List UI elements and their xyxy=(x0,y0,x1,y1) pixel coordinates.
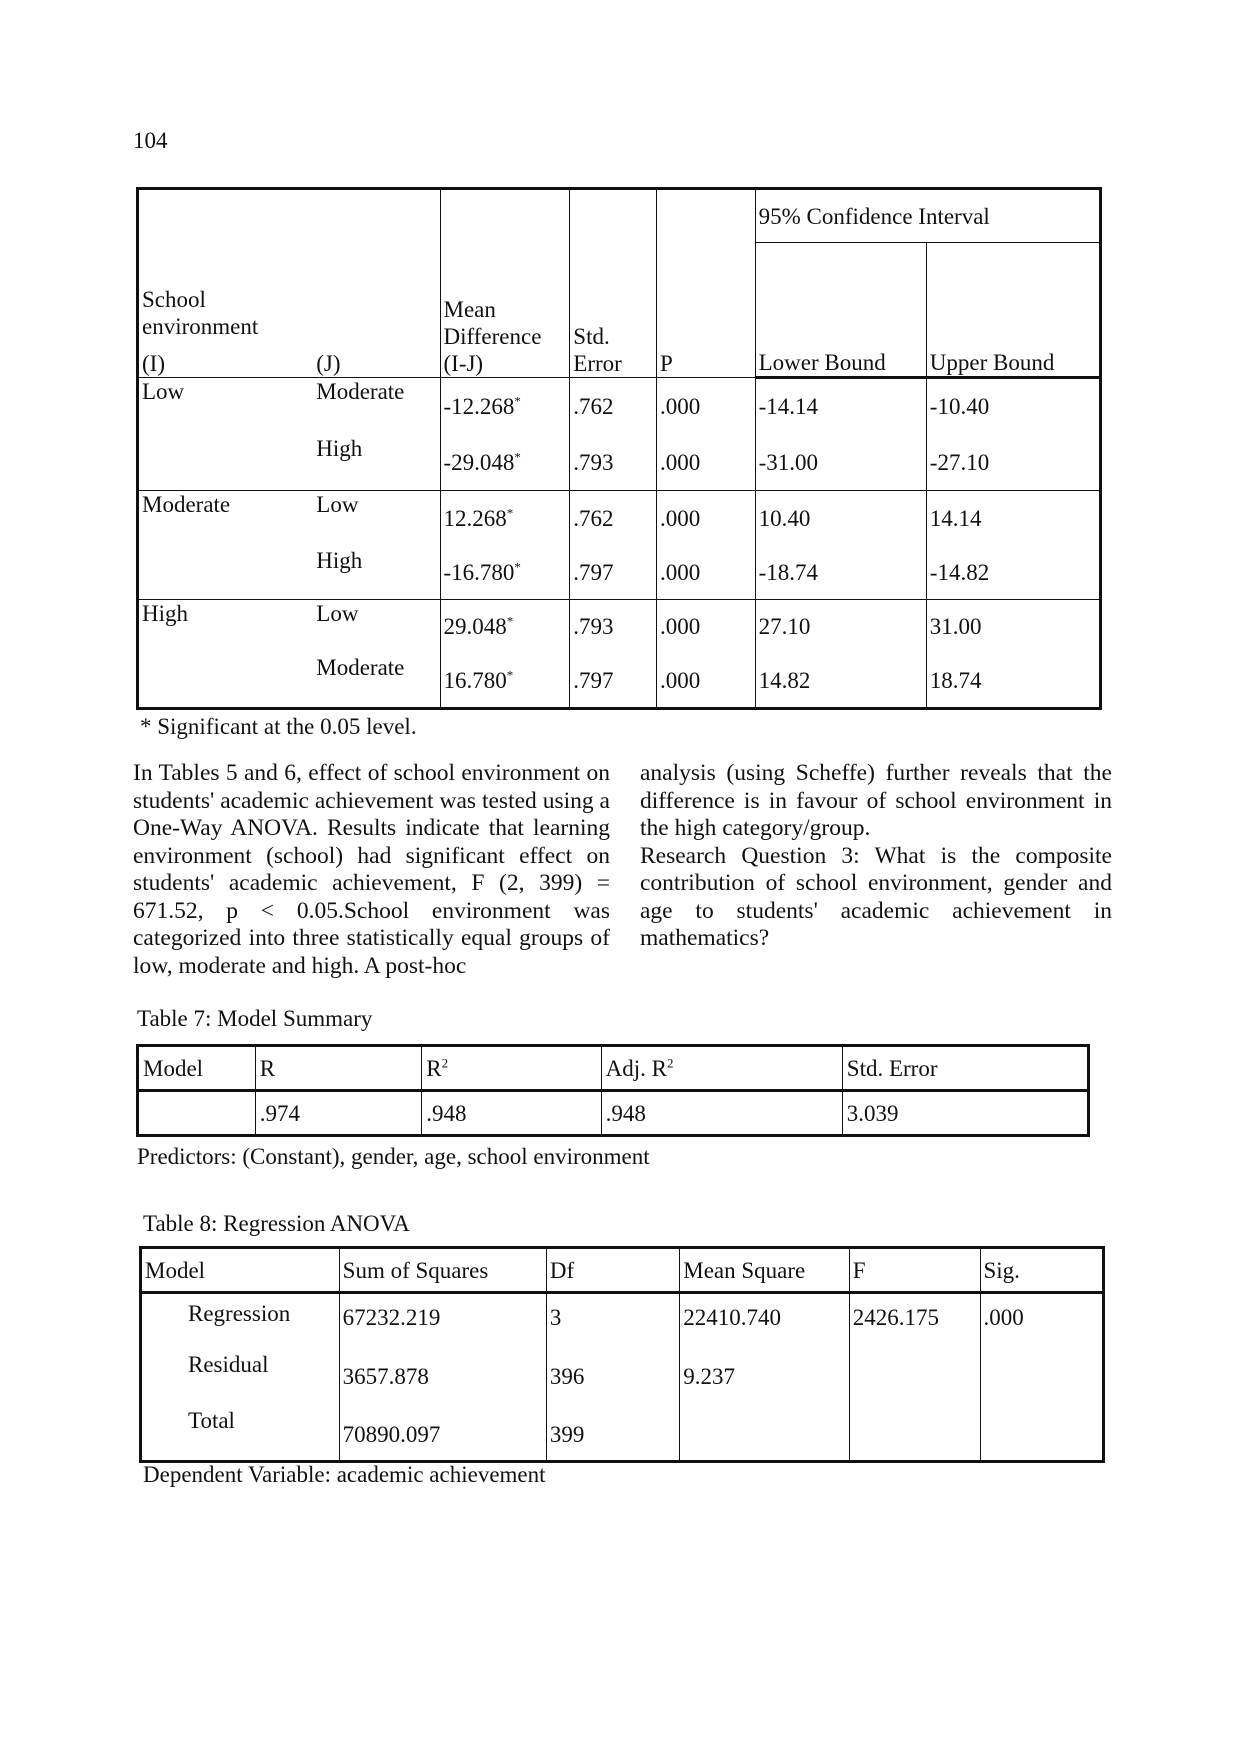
p-cell: .000 xyxy=(657,435,756,491)
df-cell: 396 xyxy=(546,1347,679,1403)
header-df: Df xyxy=(546,1248,679,1293)
header-model: Model xyxy=(141,1248,340,1293)
group-i: Low xyxy=(138,378,314,491)
mean-diff-cell: 29.048* xyxy=(440,600,570,654)
df-cell: 399 xyxy=(546,1403,679,1462)
body-column-left xyxy=(133,760,610,980)
table-header-row xyxy=(138,189,1101,243)
header-p: P xyxy=(657,189,756,378)
row-j: Low xyxy=(313,600,440,654)
lower-cell: 14.82 xyxy=(755,654,926,709)
upper-cell: 18.74 xyxy=(926,654,1100,709)
body-column-right xyxy=(640,760,1112,953)
ms-cell: 9.237 xyxy=(680,1347,850,1403)
header-i xyxy=(138,189,314,378)
upper-cell: -27.10 xyxy=(926,435,1100,491)
p-cell: .000 xyxy=(657,378,756,435)
header-school-env: School environment xyxy=(142,287,259,339)
posthoc-table xyxy=(136,187,1102,710)
model-summary-table xyxy=(136,1044,1090,1137)
table-row xyxy=(138,378,1101,435)
header-adj-r2: Adj. $R^2$ xyxy=(601,1046,842,1091)
header-r2: $R^2$ xyxy=(422,1046,601,1091)
table7-caption: Table 7: Model Summary xyxy=(137,1006,373,1031)
header-upper: Upper Bound xyxy=(926,243,1100,378)
se-cell: .797 xyxy=(570,654,657,709)
header-j: (J) xyxy=(313,189,440,378)
header-ms: Mean Square xyxy=(680,1248,850,1293)
header-std-error: Std. Error xyxy=(570,189,657,378)
se-cell: .762 xyxy=(570,491,657,547)
table6-note: * Significant at the 0.05 level. xyxy=(140,714,417,739)
table-row xyxy=(141,1347,1104,1403)
header-i-label: (I) xyxy=(142,351,165,376)
p-cell: .000 xyxy=(657,491,756,547)
header-sig: Sig. xyxy=(980,1248,1104,1293)
std-error-cell: 3.039 xyxy=(842,1091,1088,1136)
body-paragraph: analysis (using Scheffe) further reveals that the difference is in favour of school environment in the high category/group. xyxy=(640,760,1112,841)
se-cell: .793 xyxy=(570,435,657,491)
p-cell: .000 xyxy=(657,547,756,600)
ss-cell: 3657.878 xyxy=(339,1347,546,1403)
f-cell xyxy=(849,1347,980,1403)
df-cell: 3 xyxy=(546,1293,679,1347)
sig-cell xyxy=(980,1403,1104,1462)
page-number: 104 xyxy=(133,128,168,153)
mean-diff-cell: -29.048* xyxy=(440,435,570,491)
r-cell: .974 xyxy=(255,1091,421,1136)
p-cell: .000 xyxy=(657,654,756,709)
adj-r2-cell: .948 xyxy=(601,1091,842,1136)
group-i: Moderate xyxy=(138,491,314,600)
se-cell: .797 xyxy=(570,547,657,600)
upper-cell: 14.14 xyxy=(926,491,1100,547)
ms-cell: 22410.740 xyxy=(680,1293,850,1347)
header-mean-diff: Mean Difference (I-J) xyxy=(440,189,570,378)
ss-cell: 67232.219 xyxy=(339,1293,546,1347)
row-j: High xyxy=(313,435,440,491)
regression-anova-table xyxy=(139,1246,1105,1463)
table-row xyxy=(138,1091,1089,1136)
se-cell: .762 xyxy=(570,378,657,435)
f-cell: 2426.175 xyxy=(849,1293,980,1347)
mean-diff-cell: 16.780* xyxy=(440,654,570,709)
body-paragraph: In Tables 5 and 6, effect of school environment on students' academic achievement was tested using a One-Way ANOVA. Results indicate that learning environment (school) had significant effect on students' academic achievement, F (2, 399) = 671.52, p < 0.05.School environment was categorized into three statistically equal groups of low, moderate and high. A post-hoc xyxy=(133,760,610,979)
p-cell: .000 xyxy=(657,600,756,654)
table-row xyxy=(138,491,1101,547)
group-i: High xyxy=(138,600,314,709)
header-lower: Lower Bound xyxy=(755,243,926,378)
row-j: Low xyxy=(313,491,440,547)
upper-cell: 31.00 xyxy=(926,600,1100,654)
header-ss: Sum of Squares xyxy=(339,1248,546,1293)
mean-diff-cell: -12.268* xyxy=(440,378,570,435)
ss-cell: 70890.097 xyxy=(339,1403,546,1462)
r2-cell: .948 xyxy=(422,1091,601,1136)
table8-caption: Table 8: Regression ANOVA xyxy=(143,1211,410,1236)
row-j: Moderate xyxy=(313,654,440,709)
lower-cell: 10.40 xyxy=(755,491,926,547)
model-cell: Residual xyxy=(141,1347,340,1403)
lower-cell: -31.00 xyxy=(755,435,926,491)
lower-cell: 27.10 xyxy=(755,600,926,654)
lower-cell: -14.14 xyxy=(755,378,926,435)
header-std-error: Std. Error xyxy=(842,1046,1088,1091)
table-header-row xyxy=(138,1046,1089,1091)
table-row xyxy=(138,600,1101,654)
header-r: R xyxy=(255,1046,421,1091)
table8-note: Dependent Variable: academic achievement xyxy=(143,1462,546,1487)
row-j: Moderate xyxy=(313,378,440,435)
research-question: Research Question 3: What is the composite contribution of school environment, gender and age to students' academic achievement in mathematics? xyxy=(640,842,1112,951)
lower-cell: -18.74 xyxy=(755,547,926,600)
row-j: High xyxy=(313,547,440,600)
table-header-row xyxy=(141,1248,1104,1293)
upper-cell: -10.40 xyxy=(926,378,1100,435)
model-cell: Regression xyxy=(141,1293,340,1347)
table-row xyxy=(141,1293,1104,1347)
f-cell xyxy=(849,1403,980,1462)
header-f: F xyxy=(849,1248,980,1293)
model-cell: Total xyxy=(141,1403,340,1462)
header-ci: 95% Confidence Interval xyxy=(755,189,1100,243)
table-row xyxy=(141,1403,1104,1462)
se-cell: .793 xyxy=(570,600,657,654)
sig-cell: .000 xyxy=(980,1293,1104,1347)
sig-cell xyxy=(980,1347,1104,1403)
mean-diff-cell: 12.268* xyxy=(440,491,570,547)
ms-cell xyxy=(680,1403,850,1462)
model-cell xyxy=(138,1091,256,1136)
mean-diff-cell: -16.780* xyxy=(440,547,570,600)
table7-note: Predictors: (Constant), gender, age, school environment xyxy=(137,1144,650,1169)
header-model: Model xyxy=(138,1046,256,1091)
upper-cell: -14.82 xyxy=(926,547,1100,600)
